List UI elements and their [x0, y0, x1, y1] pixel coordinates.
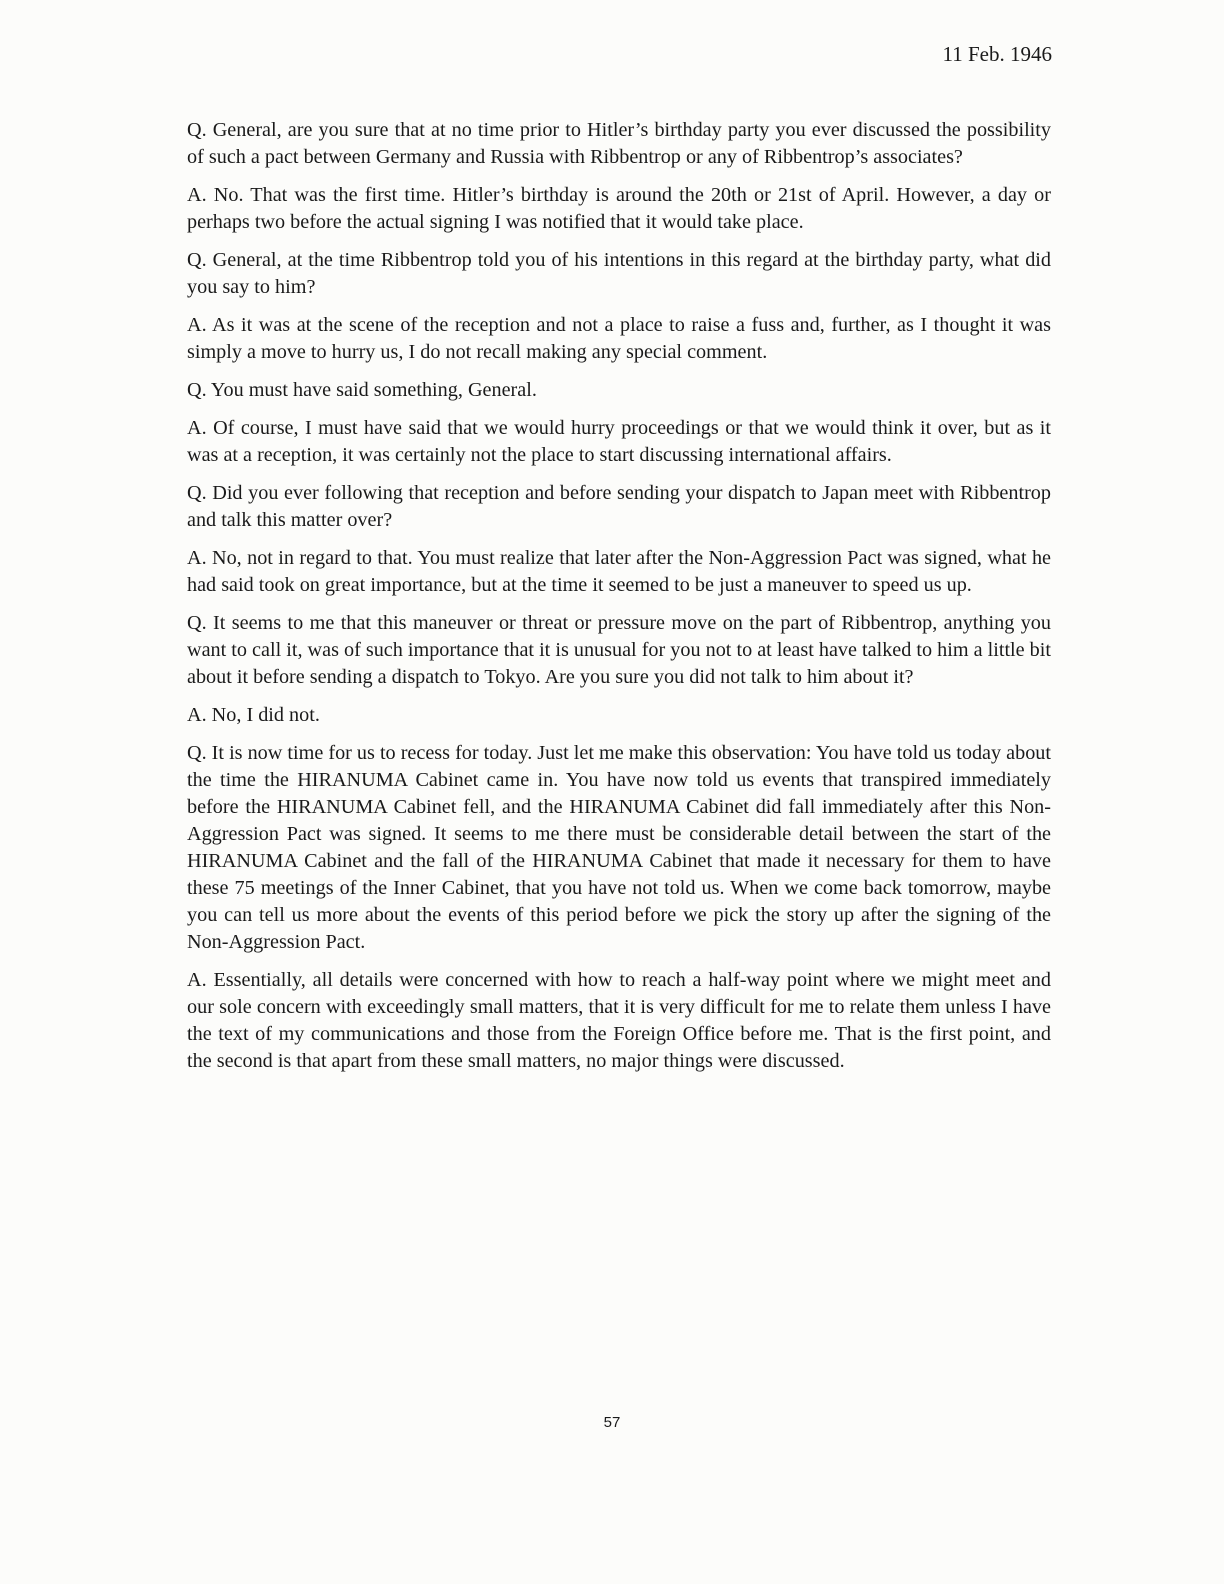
- transcript-paragraph: Q. General, at the time Ribbentrop told you of his intentions in this regard at the birthday party, what did you say to him?: [187, 249, 1051, 298]
- transcript-paragraph: A. No, I did not.: [187, 704, 320, 726]
- transcript-paragraph: A. Essentially, all details were concerned with how to reach a half-way point where we might meet and our sole concern with exceedingly small matters, that it is very difficult for me to relate them unless I have the text of my communications and those from the Foreign Office before me. That is the first point, and the second is that apart from these small matters, no major things were discussed.: [187, 969, 1051, 1072]
- transcript-paragraph: A. No. That was the first time. Hitler’s birthday is around the 20th or 21st of April. However, a day or perhaps two before the actual signing I was notified that it would take place.: [187, 184, 1051, 233]
- transcript-paragraph: A. As it was at the scene of the reception and not a place to raise a fuss and, further, as I thought it was simply a move to hurry us, I do not recall making any special comment.: [187, 314, 1051, 363]
- transcript-paragraph: A. Of course, I must have said that we would hurry proceedings or that we would think it over, but as it was at a reception, it was certainly not the place to start discussing international affairs.: [187, 417, 1051, 466]
- transcript-paragraph: Q. Did you ever following that reception and before sending your dispatch to Japan meet with Ribbentrop and talk this matter over?: [187, 482, 1051, 531]
- transcript-paragraph: Q. General, are you sure that at no time prior to Hitler’s birthday party you ever discussed the possibility of such a pact between Germany and Russia with Ribbentrop or any of Ribbentrop’s associates?: [187, 119, 1051, 168]
- transcript-paragraph: Q. You must have said something, General.: [187, 379, 537, 401]
- transcript-paragraph: A. No, not in regard to that. You must realize that later after the Non-Aggression Pact was signed, what he had said took on great importance, but at the time it seemed to be just a maneuver to speed us up.: [187, 547, 1051, 596]
- header-date: 11 Feb. 1946: [942, 42, 1052, 66]
- page-number: 57: [603, 1414, 621, 1431]
- transcript-paragraph: Q. It seems to me that this maneuver or threat or pressure move on the part of Ribbentrop, anything you want to call it, was of such importance that it is unusual for you not to at least have talked to him a little bit about it before sending a dispatch to Tokyo. Are you sure you did not talk to him about it?: [187, 612, 1051, 688]
- transcript-paragraph: Q. It is now time for us to recess for today. Just let me make this observation: You have told us today about the time the HIRANUMA Cabinet came in. You have now told us events that transpired immediately before the HIRANUMA Cabinet fell, and the HIRANUMA Cabinet did fall immediately after this Non-Aggression Pact was signed. It seems to me there must be considerable detail between the start of the HIRANUMA Cabinet and the fall of the HIRANUMA Cabinet that made it necessary for them to have these 75 meetings of the Inner Cabinet, that you have not told us. When we come back tomorrow, maybe you can tell us more about the events of this period before we pick the story up after the signing of the Non-Aggression Pact.: [187, 742, 1051, 953]
- transcript-body: [187, 117, 1051, 1086]
